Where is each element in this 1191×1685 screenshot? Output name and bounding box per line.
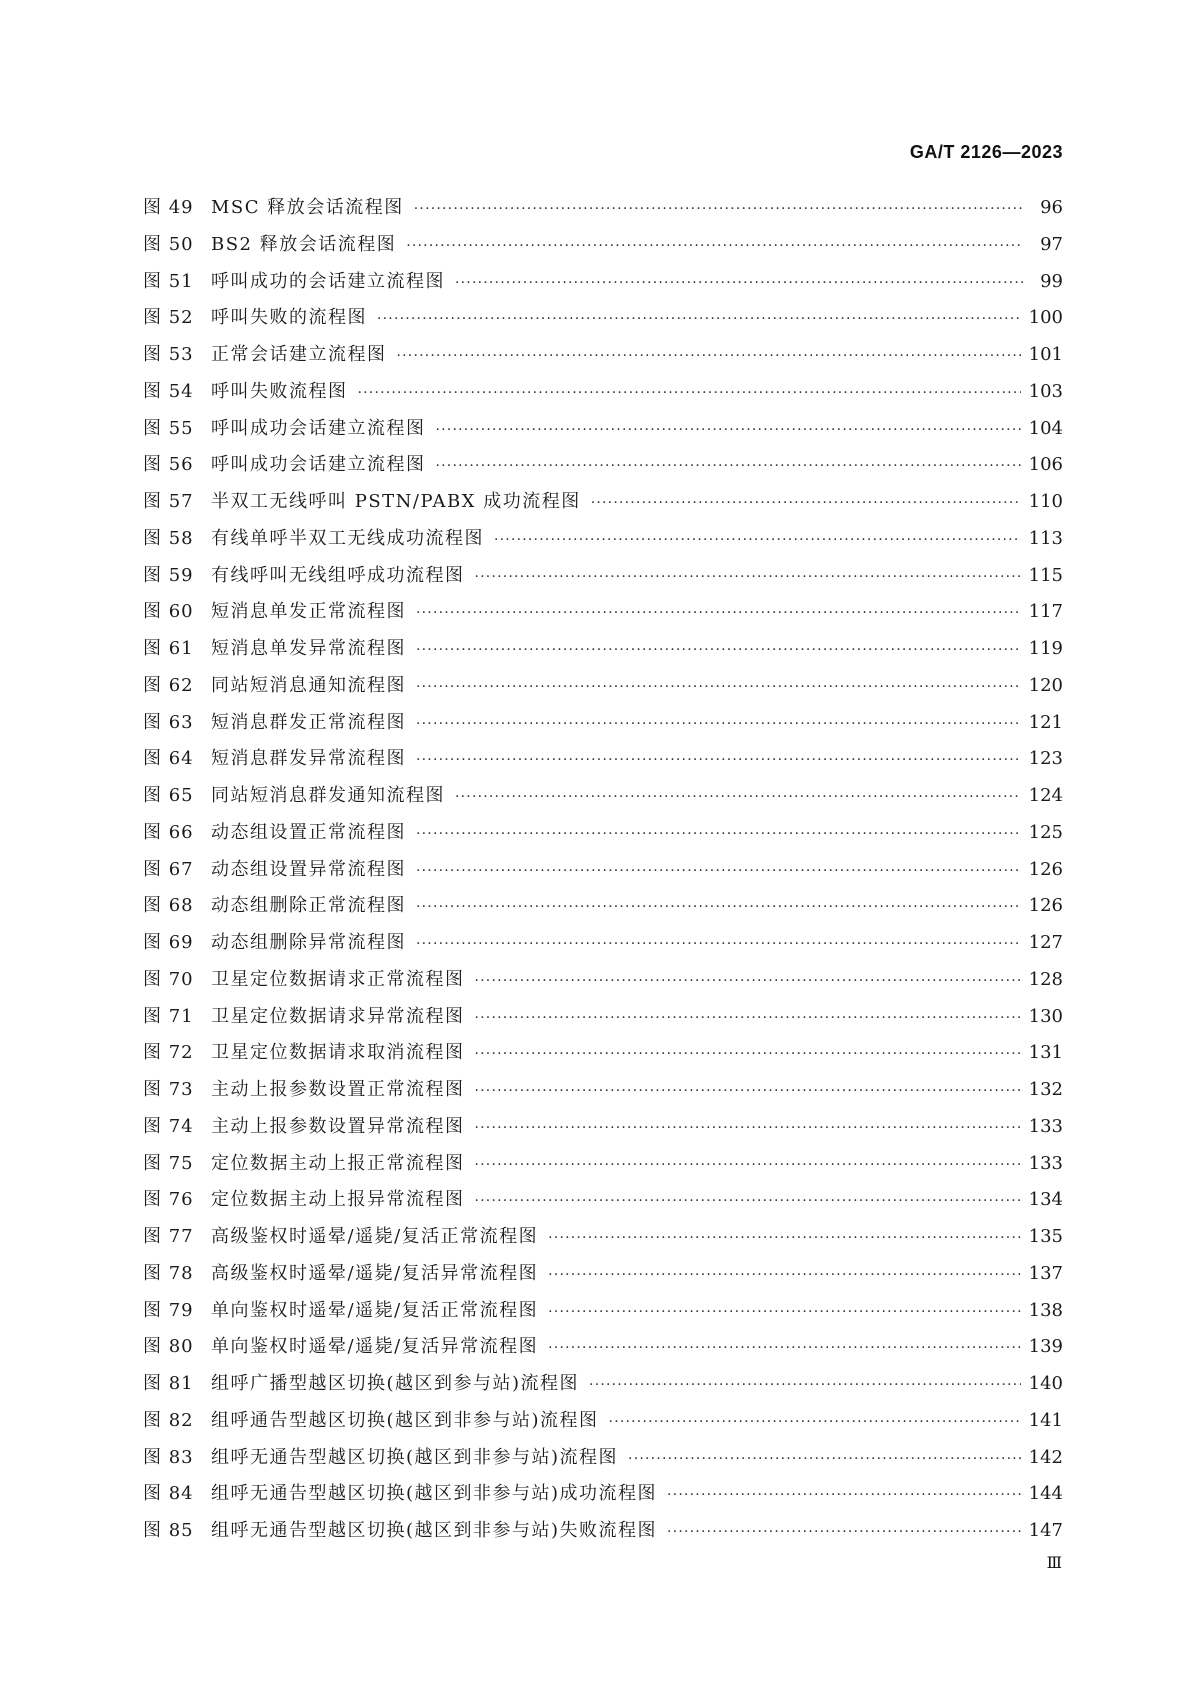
page-number: Ⅲ <box>1046 1553 1063 1572</box>
dot-leader <box>667 1477 1021 1514</box>
toc-entry[interactable] <box>143 631 1063 668</box>
dot-leader <box>416 706 1021 743</box>
figure-number: 图 65 <box>143 785 194 806</box>
toc-entry[interactable] <box>143 411 1063 448</box>
toc-entry[interactable] <box>143 741 1063 778</box>
figure-number: 图 56 <box>143 454 194 476</box>
figure-title: 主动上报参数设置正常流程图 <box>211 1079 465 1100</box>
dot-leader <box>416 595 1021 632</box>
toc-entry[interactable] <box>143 705 1063 742</box>
figure-title: 同站短消息通知流程图 <box>211 674 406 696</box>
page-ref: 100 <box>1028 307 1063 329</box>
toc-entry[interactable] <box>143 1182 1063 1219</box>
standard-code-header <box>910 142 1063 163</box>
page-ref: 110 <box>1028 491 1063 512</box>
figure-number: 图 83 <box>143 1446 194 1468</box>
figure-number: 图 79 <box>143 1299 194 1321</box>
page-ref: 104 <box>1028 417 1063 439</box>
page-ref: 96 <box>1040 197 1063 218</box>
figure-number: 图 58 <box>143 527 194 549</box>
page-ref: 115 <box>1028 564 1063 586</box>
figure-number: 图 61 <box>143 638 194 659</box>
figure-number: 图 67 <box>143 858 194 880</box>
dot-leader <box>591 485 1021 522</box>
figure-number: 图 76 <box>143 1189 194 1211</box>
toc-entry[interactable] <box>143 925 1063 962</box>
toc-entry[interactable] <box>143 264 1063 301</box>
figure-number: 图 50 <box>143 233 194 255</box>
figure-number: 图 84 <box>143 1483 194 1505</box>
figure-title: 正常会话建立流程图 <box>211 344 387 365</box>
figure-title: 短消息群发正常流程图 <box>211 711 406 733</box>
dot-leader <box>455 779 1021 816</box>
figure-title: BS2 释放会话流程图 <box>211 233 397 255</box>
page-ref: 131 <box>1028 1042 1063 1064</box>
page-ref: 119 <box>1028 638 1063 659</box>
page-ref: 132 <box>1028 1079 1063 1100</box>
figure-title: 定位数据主动上报正常流程图 <box>211 1152 465 1174</box>
dot-leader <box>475 1036 1021 1073</box>
figure-title: 单向鉴权时遥晕/遥毙/复活正常流程图 <box>211 1299 539 1321</box>
figure-number: 图 69 <box>143 932 194 953</box>
figure-number: 图 62 <box>143 674 194 696</box>
toc-entry[interactable] <box>143 227 1063 264</box>
figure-title: 高级鉴权时遥晕/遥毙/复活正常流程图 <box>211 1226 539 1247</box>
figure-title: 呼叫失败的流程图 <box>211 307 367 329</box>
figure-title: 呼叫成功的会话建立流程图 <box>211 270 445 292</box>
dot-leader <box>548 1294 1021 1331</box>
page-ref: 133 <box>1028 1115 1063 1137</box>
page-ref: 103 <box>1028 380 1063 402</box>
page-ref: 134 <box>1028 1189 1063 1211</box>
figure-title: 组呼无通告型越区切换(越区到非参与站)成功流程图 <box>211 1483 658 1505</box>
dot-leader <box>416 669 1021 706</box>
figure-number: 图 82 <box>143 1409 194 1431</box>
toc-entry[interactable] <box>143 521 1063 558</box>
figure-title: 有线呼叫无线组呼成功流程图 <box>211 564 465 586</box>
toc-entry[interactable] <box>143 962 1063 999</box>
figure-title: 卫星定位数据请求异常流程图 <box>211 1005 465 1027</box>
figure-number: 图 85 <box>143 1520 194 1541</box>
dot-leader <box>475 1000 1021 1037</box>
figure-title: 短消息单发异常流程图 <box>211 638 406 659</box>
figure-number: 图 68 <box>143 895 194 917</box>
figure-number: 图 57 <box>143 491 194 512</box>
dot-leader <box>494 522 1021 559</box>
dot-leader <box>406 228 1023 265</box>
toc-entry[interactable] <box>143 778 1063 815</box>
toc-entry[interactable] <box>143 594 1063 631</box>
dot-leader <box>416 742 1021 779</box>
page-ref: 121 <box>1028 711 1063 733</box>
page-ref: 106 <box>1028 454 1063 476</box>
dot-leader <box>377 301 1021 338</box>
figure-number: 图 71 <box>143 1005 194 1027</box>
page-ref: 133 <box>1028 1152 1063 1174</box>
figure-number: 图 59 <box>143 564 194 586</box>
toc-entry[interactable] <box>143 1146 1063 1183</box>
dot-leader <box>609 1404 1021 1441</box>
figure-title: 定位数据主动上报异常流程图 <box>211 1189 465 1211</box>
dot-leader <box>416 816 1021 853</box>
figure-title: 短消息单发正常流程图 <box>211 601 406 623</box>
toc-entry[interactable] <box>143 484 1063 521</box>
dot-leader <box>416 889 1021 926</box>
figure-number: 图 63 <box>143 711 194 733</box>
toc-entry[interactable] <box>143 1513 1063 1550</box>
page-ref: 137 <box>1028 1262 1063 1284</box>
figure-title: 短消息群发异常流程图 <box>211 748 406 770</box>
toc-entry[interactable] <box>143 1035 1063 1072</box>
figure-title: 呼叫失败流程图 <box>211 380 348 402</box>
dot-leader <box>436 412 1021 449</box>
toc-entry[interactable] <box>143 337 1063 374</box>
figure-title: 动态组设置异常流程图 <box>211 858 406 880</box>
toc-entry[interactable] <box>143 1329 1063 1366</box>
toc-entry[interactable] <box>143 1256 1063 1293</box>
dot-leader <box>397 338 1021 375</box>
figure-number: 图 64 <box>143 748 194 770</box>
dot-leader <box>414 191 1023 228</box>
page-ref: 127 <box>1028 932 1063 953</box>
toc-entry[interactable] <box>143 447 1063 484</box>
figure-number: 图 66 <box>143 821 194 843</box>
page-ref: 101 <box>1028 344 1063 365</box>
figure-title: 同站短消息群发通知流程图 <box>211 785 445 806</box>
page-ref: 130 <box>1028 1005 1063 1027</box>
figure-title: 卫星定位数据请求取消流程图 <box>211 1042 465 1064</box>
figure-number: 图 52 <box>143 307 194 329</box>
figure-number: 图 54 <box>143 380 194 402</box>
figure-number: 图 51 <box>143 270 194 292</box>
standard-code: GA/T 2126—2023 <box>909 142 1063 162</box>
page-ref: 142 <box>1028 1446 1063 1468</box>
figure-title: 组呼通告型越区切换(越区到非参与站)流程图 <box>211 1409 599 1431</box>
toc-entry[interactable] <box>143 1403 1063 1440</box>
figure-title: 动态组设置正常流程图 <box>211 821 406 843</box>
dot-leader <box>475 1110 1021 1147</box>
toc-entry[interactable] <box>143 1476 1063 1513</box>
figure-title: 组呼无通告型越区切换(越区到非参与站)流程图 <box>211 1446 619 1468</box>
dot-leader <box>416 853 1021 890</box>
dot-leader <box>548 1220 1021 1257</box>
figure-number: 图 80 <box>143 1336 194 1358</box>
figure-title: 组呼广播型越区切换(越区到参与站)流程图 <box>211 1373 580 1394</box>
dot-leader <box>475 559 1021 596</box>
page-ref: 123 <box>1028 748 1063 770</box>
figure-number: 图 60 <box>143 601 194 623</box>
page-ref: 147 <box>1028 1520 1063 1541</box>
toc-entry[interactable] <box>143 1219 1063 1256</box>
figure-number: 图 74 <box>143 1115 194 1137</box>
figure-list <box>143 190 1063 1550</box>
figure-title: 单向鉴权时遥晕/遥毙/复活异常流程图 <box>211 1336 539 1358</box>
page-ref: 140 <box>1028 1373 1063 1394</box>
figure-number: 图 55 <box>143 417 194 439</box>
figure-number: 图 77 <box>143 1226 194 1247</box>
toc-entry[interactable] <box>143 1109 1063 1146</box>
dot-leader <box>589 1367 1021 1404</box>
figure-title: 有线单呼半双工无线成功流程图 <box>211 527 484 549</box>
toc-entry[interactable] <box>143 300 1063 337</box>
page-ref: 125 <box>1028 821 1063 843</box>
dot-leader <box>358 375 1021 412</box>
dot-leader <box>475 963 1021 1000</box>
figure-title: 呼叫成功会话建立流程图 <box>211 454 426 476</box>
figure-title: 高级鉴权时遥晕/遥毙/复活异常流程图 <box>211 1262 539 1284</box>
toc-entry[interactable] <box>143 1072 1063 1109</box>
toc-entry[interactable] <box>143 190 1063 227</box>
figure-title: 半双工无线呼叫 PSTN/PABX 成功流程图 <box>211 491 581 512</box>
figure-number: 图 73 <box>143 1079 194 1100</box>
dot-leader <box>455 265 1023 302</box>
figure-title: 主动上报参数设置异常流程图 <box>211 1115 465 1137</box>
dot-leader <box>548 1330 1021 1367</box>
dot-leader <box>436 448 1021 485</box>
page-ref: 120 <box>1028 674 1063 696</box>
page-ref: 113 <box>1028 527 1063 549</box>
figure-title: MSC 释放会话流程图 <box>211 197 404 218</box>
dot-leader <box>667 1514 1021 1551</box>
page-ref: 126 <box>1028 895 1063 917</box>
toc-entry[interactable] <box>143 852 1063 889</box>
page-ref: 135 <box>1028 1226 1063 1247</box>
toc-entry[interactable] <box>143 815 1063 852</box>
figure-number: 图 78 <box>143 1262 194 1284</box>
figure-title: 动态组删除正常流程图 <box>211 895 406 917</box>
toc-entry[interactable] <box>143 888 1063 925</box>
toc-entry[interactable] <box>143 374 1063 411</box>
dot-leader <box>628 1441 1021 1478</box>
toc-entry[interactable] <box>143 668 1063 705</box>
figure-number: 图 49 <box>143 197 194 218</box>
dot-leader <box>416 926 1021 963</box>
figure-number: 图 81 <box>143 1373 194 1394</box>
toc-entry[interactable] <box>143 558 1063 595</box>
page-ref: 144 <box>1028 1483 1063 1505</box>
dot-leader <box>548 1257 1021 1294</box>
toc-entry[interactable] <box>143 1366 1063 1403</box>
figure-title: 呼叫成功会话建立流程图 <box>211 417 426 439</box>
figure-title: 组呼无通告型越区切换(越区到非参与站)失败流程图 <box>211 1520 658 1541</box>
dot-leader <box>475 1073 1021 1110</box>
toc-entry[interactable] <box>143 1440 1063 1477</box>
toc-entry[interactable] <box>143 999 1063 1036</box>
page-ref: 139 <box>1028 1336 1063 1358</box>
figure-title: 卫星定位数据请求正常流程图 <box>211 968 465 990</box>
page-ref: 99 <box>1040 270 1063 292</box>
page-ref: 126 <box>1028 858 1063 880</box>
page-ref: 138 <box>1028 1299 1063 1321</box>
page-ref: 128 <box>1028 968 1063 990</box>
dot-leader <box>475 1147 1021 1184</box>
figure-number: 图 72 <box>143 1042 194 1064</box>
page-ref: 97 <box>1040 233 1063 255</box>
toc-entry[interactable] <box>143 1293 1063 1330</box>
page-ref: 124 <box>1028 785 1063 806</box>
page-ref: 141 <box>1028 1409 1063 1431</box>
figure-number: 图 75 <box>143 1152 194 1174</box>
figure-number: 图 70 <box>143 968 194 990</box>
figure-title: 动态组删除异常流程图 <box>211 932 406 953</box>
figure-number: 图 53 <box>143 344 194 365</box>
dot-leader <box>475 1183 1021 1220</box>
dot-leader <box>416 632 1021 669</box>
page-ref: 117 <box>1028 601 1063 623</box>
